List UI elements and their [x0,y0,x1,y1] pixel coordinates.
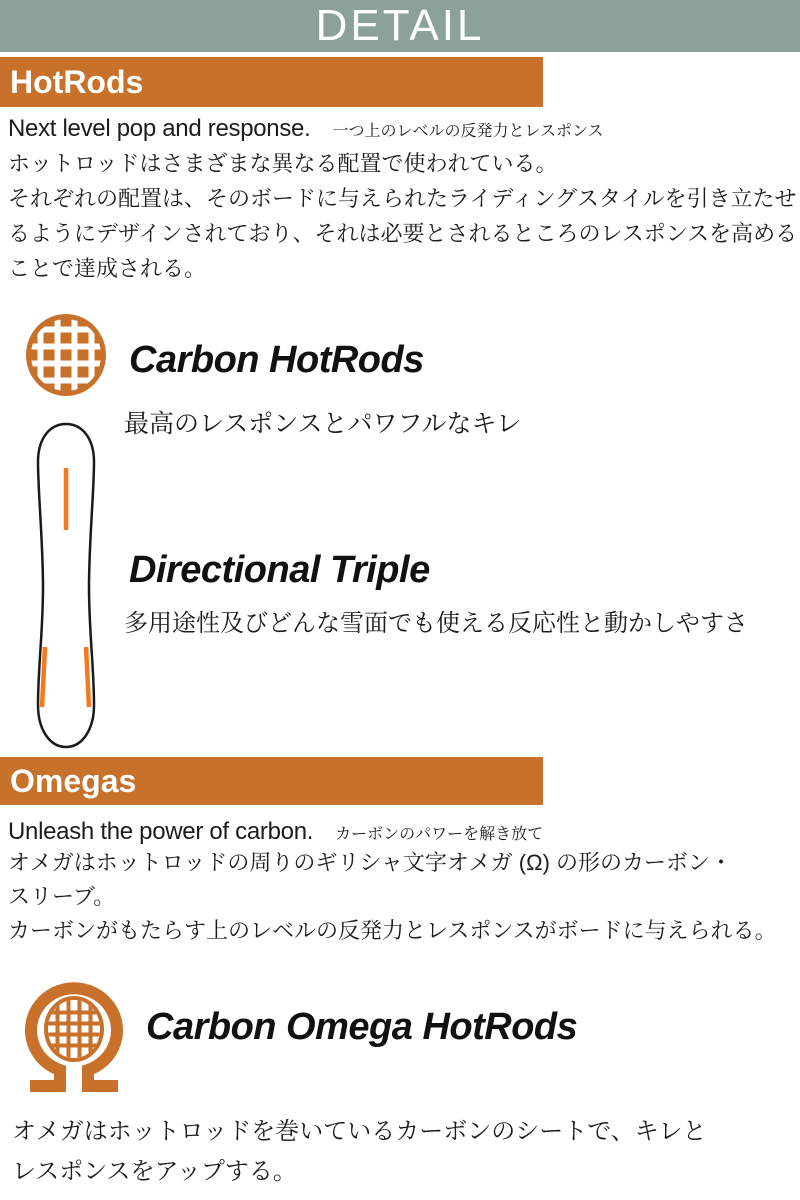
feature-subtitle-directional-triple: 多用途性及びどんな雪面でも使える反応性と動かしやすさ [124,610,748,637]
body-text-line: スリーブ。 [8,884,116,909]
hotrods-intro-english: Next level pop and response. [8,115,311,142]
section-banner-hotrods [0,57,543,107]
feature-title-carbon-hotrods: Carbon HotRods [129,339,424,381]
body-text-line: カーボンがもたらす上のレベルの反発力とレスポンスがボードに与えられる。 [8,918,777,943]
feature-title-carbon-omega-hotrods: Carbon Omega HotRods [146,1006,578,1048]
omegas-intro-line [8,818,543,846]
omegas-footer-paragraph [12,1112,707,1192]
body-text-line: オメガはホットロッドの周りのギリシャ文字オメガ (Ω) の形のカーボン・ [8,850,733,875]
body-text-line: ことで達成される。 [8,256,207,281]
section-banner-label: Omegas [10,763,137,799]
section-banner-omegas [0,757,543,805]
snowboard-outline-diagram [30,422,102,750]
hotrods-body-paragraph [8,146,797,286]
omegas-intro-english: Unleash the power of carbon. [8,818,314,845]
carbon-grid-sphere-icon [25,313,107,397]
feature-subtitle-carbon-hotrods: 最高のレスポンスとパワフルなキレ [124,410,522,438]
page-title: DETAIL [315,1,485,50]
body-text-line: るようにデザインされており、それは必要とされるところのレスポンスを高める [8,221,798,246]
hotrods-intro-line [8,115,604,143]
feature-title-directional-triple: Directional Triple [129,549,430,591]
omegas-body-paragraph [8,846,777,948]
body-text-line: オメガはホットロッドを巻いているカーボンのシートで、キレと [12,1118,707,1145]
carbon-omega-icon [20,980,128,1102]
detail-header-band [0,0,800,52]
omegas-intro-japanese: カーボンのパワーを解き放て [335,826,544,843]
section-banner-label: HotRods [10,64,144,100]
hotrods-intro-japanese: 一つ上のレベルの反発力とレスポンス [332,123,604,140]
body-text-line: レスポンスをアップする。 [12,1158,297,1185]
body-text-line: それぞれの配置は、そのボードに与えられたライディングスタイルを引き立たせ [8,186,797,211]
body-text-line: ホットロッドはさまざまな異なる配置で使われている。 [8,151,558,176]
